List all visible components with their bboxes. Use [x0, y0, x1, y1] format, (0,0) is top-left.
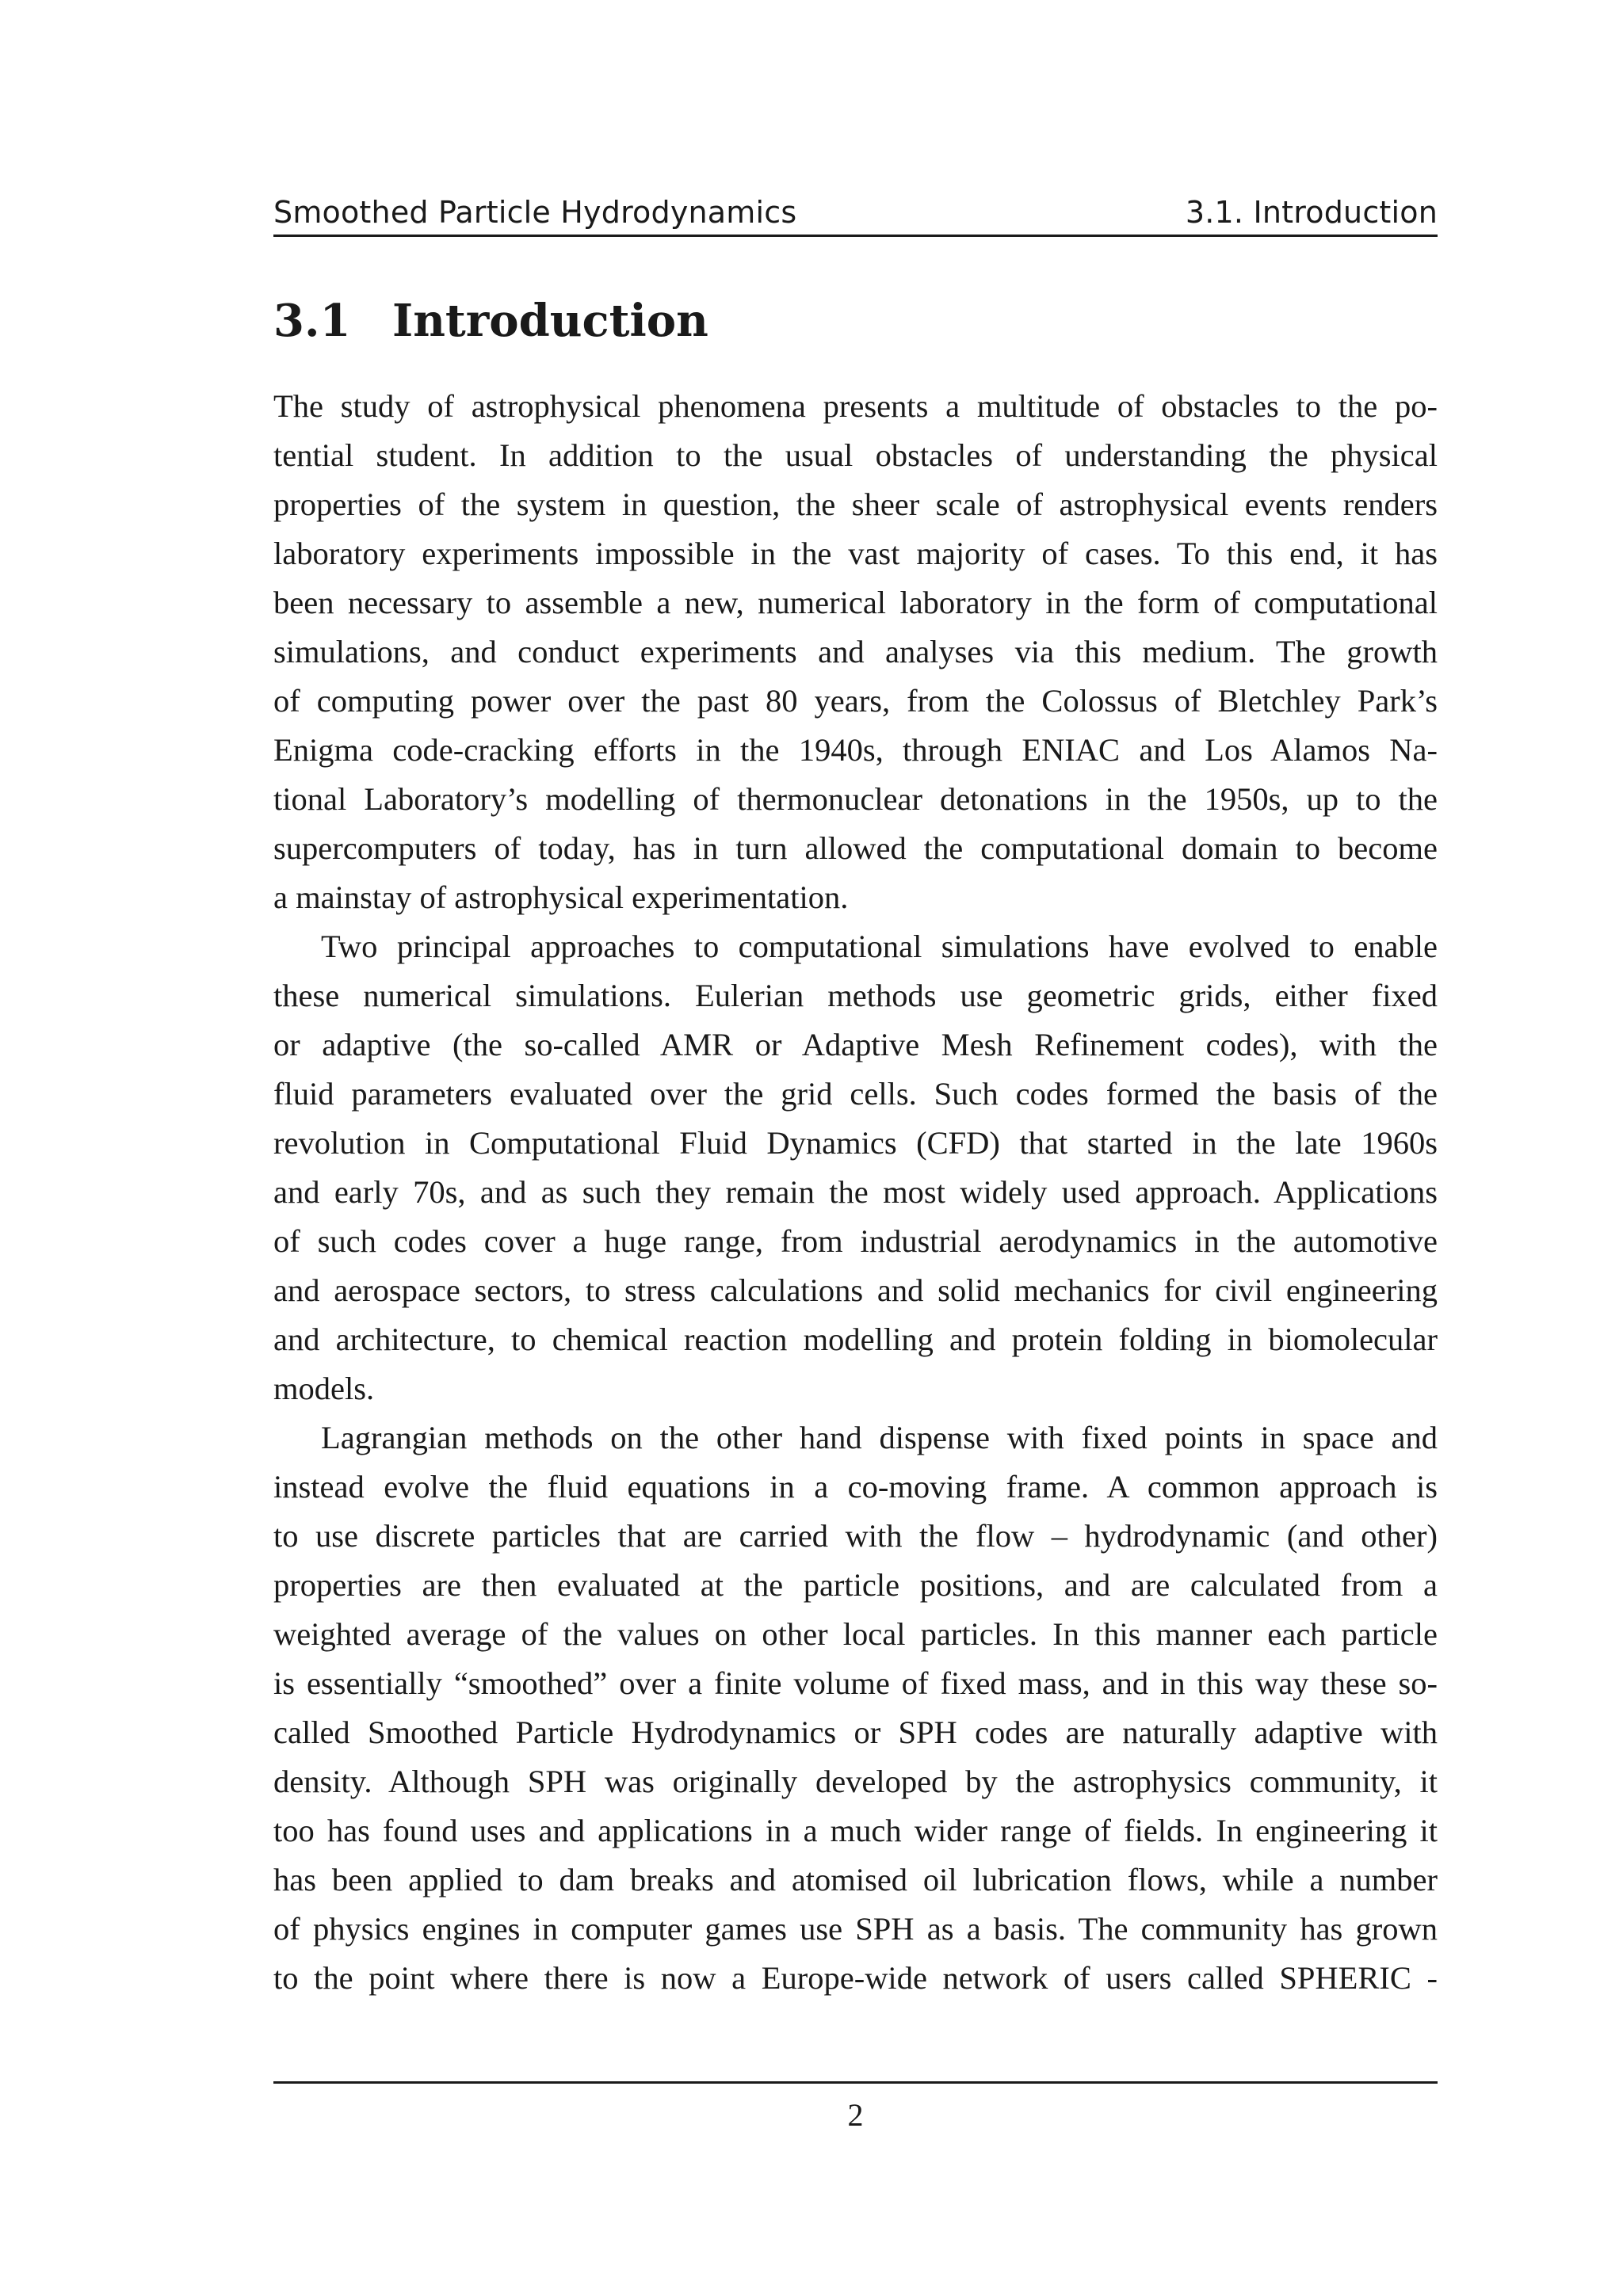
page-number: 2: [847, 2097, 864, 2133]
section-heading: [273, 287, 708, 355]
text-line: and aerospace sectors, to stress calculations and solid mechanics for civil engineering: [273, 1272, 1438, 1308]
text-line: is essentially “smoothed” over a finite volume of fixed mass, and in this way these so-: [273, 1665, 1438, 1701]
text-line: properties of the system in question, the sheer scale of astrophysical events renders: [273, 486, 1438, 522]
text-line: has been applied to dam breaks and atomised oil lubrication flows, while a number: [273, 1862, 1438, 1897]
text-line: to the point where there is now a Europe-wide network of users called SPHERIC -: [273, 1960, 1438, 1996]
body-text: [273, 382, 1438, 2003]
text-line: of physics engines in computer games use SPH as a basis. The community has grown: [273, 1911, 1438, 1947]
text-line: tential student. In addition to the usual obstacles of understanding the physical: [273, 437, 1438, 473]
text-line: laboratory experiments impossible in the vast majority of cases. To this end, it has: [273, 536, 1438, 571]
text-line: fluid parameters evaluated over the grid cells. Such codes formed the basis of the: [273, 1076, 1438, 1112]
section-title: Introduction: [392, 295, 708, 347]
document-page: [273, 0, 1438, 2296]
header-chapter-title: Smoothed Particle Hydrodynamics: [273, 195, 797, 230]
text-line: density. Although SPH was originally developed by the astrophysics community, it: [273, 1764, 1438, 1799]
text-line: simulations, and conduct experiments and analyses via this medium. The growth: [273, 634, 1438, 669]
text-line: supercomputers of today, has in turn allowed the computational domain to become: [273, 830, 1438, 866]
text-line: models.: [273, 1371, 375, 1406]
text-line: Lagrangian methods on the other hand dispense with fixed points in space and: [321, 1420, 1438, 1455]
text-line: The study of astrophysical phenomena presents a multitude of obstacles to the po-: [273, 388, 1438, 424]
text-line: called Smoothed Particle Hydrodynamics or SPH codes are naturally adaptive with: [273, 1714, 1438, 1750]
text-line: of computing power over the past 80 years, from the Colossus of Bletchley Park’s: [273, 683, 1438, 719]
text-line: properties are then evaluated at the particle positions, and are calculated from a: [273, 1567, 1438, 1603]
text-line: been necessary to assemble a new, numerical laboratory in the form of computational: [273, 585, 1438, 620]
text-line: or adaptive (the so-called AMR or Adaptive Mesh Refinement codes), with the: [273, 1027, 1438, 1062]
text-line: tional Laboratory’s modelling of thermonuclear detonations in the 1950s, up to the: [273, 781, 1438, 817]
text-line: instead evolve the fluid equations in a co-moving frame. A common approach is: [273, 1469, 1438, 1505]
text-line: to use discrete particles that are carried with the flow – hydrodynamic (and other): [273, 1518, 1438, 1554]
text-line: a mainstay of astrophysical experimentation.: [273, 879, 849, 915]
section-number: 3.1: [273, 295, 351, 347]
text-line: revolution in Computational Fluid Dynamics (CFD) that started in the late 1960s: [273, 1125, 1438, 1161]
header-rule: [273, 235, 1438, 237]
text-line: and architecture, to chemical reaction modelling and protein folding in biomolecular: [273, 1322, 1438, 1357]
header-section-title: 3.1. Introduction: [1185, 195, 1438, 230]
text-line: Two principal approaches to computational simulations have evolved to enable: [321, 929, 1438, 964]
text-line: too has found uses and applications in a much wider range of fields. In engineering it: [273, 1813, 1438, 1848]
text-line: weighted average of the values on other local particles. In this manner each particle: [273, 1616, 1438, 1652]
text-line: Enigma code-cracking efforts in the 1940s, through ENIAC and Los Alamos Na-: [273, 732, 1438, 768]
text-line: and early 70s, and as such they remain the most widely used approach. Applications: [273, 1174, 1438, 1210]
text-line: these numerical simulations. Eulerian methods use geometric grids, either fixed: [273, 978, 1438, 1013]
footer-rule: [273, 2081, 1438, 2084]
text-line: of such codes cover a huge range, from industrial aerodynamics in the automotive: [273, 1223, 1438, 1259]
running-header: [273, 190, 1438, 235]
